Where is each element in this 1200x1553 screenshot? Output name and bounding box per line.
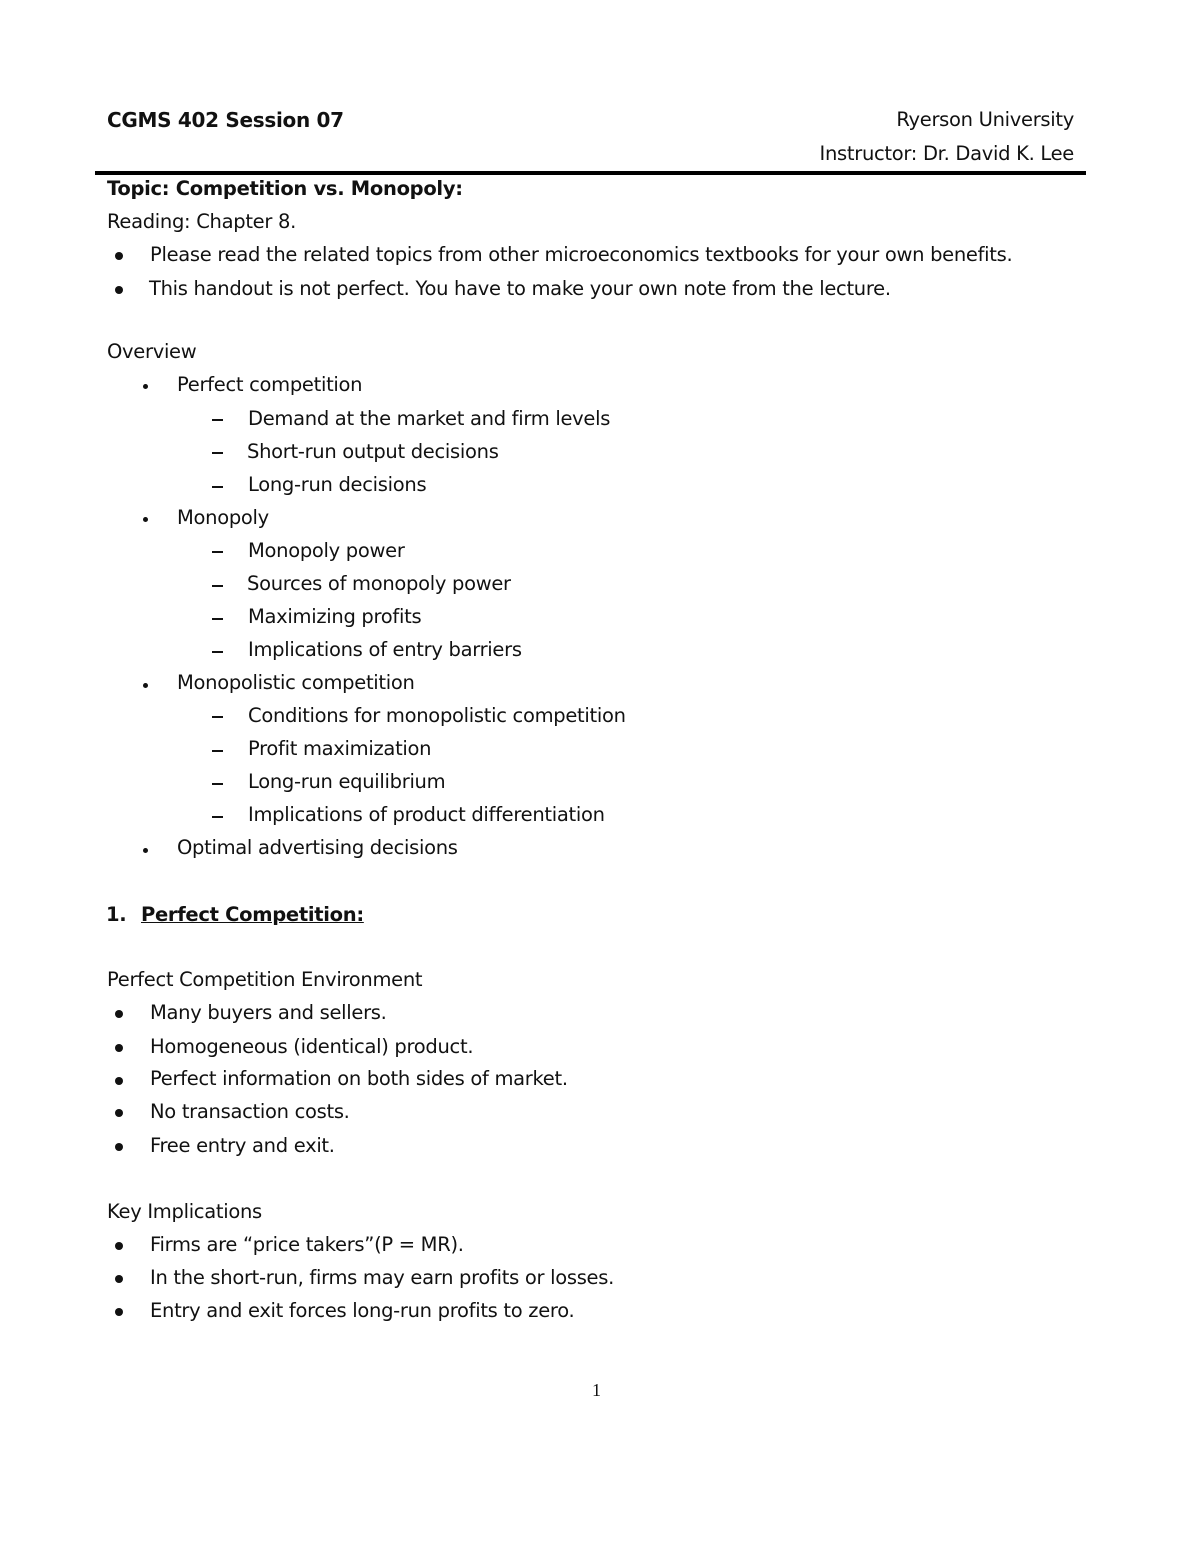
dash-icon bbox=[212, 618, 223, 620]
dash-icon bbox=[212, 452, 223, 454]
bullet-icon bbox=[115, 1242, 123, 1250]
implications-item: In the short-run, firms may earn profits or losses. bbox=[150, 1266, 615, 1289]
dash-icon bbox=[212, 551, 223, 553]
environment-item: Many buyers and sellers. bbox=[150, 1001, 387, 1024]
section-number: 1. bbox=[106, 903, 127, 926]
overview-item-advertising: Optimal advertising decisions bbox=[177, 836, 458, 859]
bullet-icon bbox=[143, 683, 148, 688]
bullet-icon bbox=[115, 286, 123, 294]
overview-subitem: Implications of entry barriers bbox=[248, 638, 522, 661]
overview-subitem: Conditions for monopolistic competition bbox=[248, 704, 626, 727]
implications-heading: Key Implications bbox=[107, 1200, 262, 1223]
section-title: Perfect Competition: bbox=[141, 903, 364, 926]
bullet-icon bbox=[115, 1143, 123, 1151]
bullet-icon bbox=[115, 1010, 123, 1018]
overview-subitem: Long-run decisions bbox=[248, 473, 427, 496]
course-session-title: CGMS 402 Session 07 bbox=[107, 108, 344, 132]
overview-subitem: Demand at the market and firm levels bbox=[248, 407, 611, 430]
environment-item: No transaction costs. bbox=[150, 1100, 350, 1123]
bullet-icon bbox=[143, 517, 148, 522]
reading-line: Reading: Chapter 8. bbox=[107, 210, 296, 233]
overview-subitem: Profit maximization bbox=[248, 737, 432, 760]
bullet-icon bbox=[143, 384, 148, 389]
bullet-icon bbox=[115, 1109, 123, 1117]
instructor-name: Instructor: Dr. David K. Lee bbox=[819, 142, 1074, 165]
implications-item: Firms are “price takers”(P = MR). bbox=[150, 1233, 464, 1256]
intro-bullet-1: Please read the related topics from other microeconomics textbooks for your own benefits. bbox=[150, 243, 1013, 266]
overview-subitem: Sources of monopoly power bbox=[247, 572, 511, 595]
dash-icon bbox=[212, 750, 223, 752]
bullet-icon bbox=[115, 1044, 123, 1052]
overview-item-monopoly: Monopoly bbox=[177, 506, 269, 529]
overview-subitem: Short-run output decisions bbox=[247, 440, 499, 463]
bullet-icon bbox=[115, 1308, 123, 1316]
dash-icon bbox=[212, 716, 223, 718]
dash-icon bbox=[212, 419, 223, 421]
overview-subitem: Monopoly power bbox=[248, 539, 405, 562]
dash-icon bbox=[212, 783, 223, 785]
environment-item: Homogeneous (identical) product. bbox=[150, 1035, 474, 1058]
page-number: 1 bbox=[592, 1380, 601, 1400]
university-name: Ryerson University bbox=[896, 108, 1074, 131]
dash-icon bbox=[212, 816, 223, 818]
overview-item-monopolistic-competition: Monopolistic competition bbox=[177, 671, 415, 694]
bullet-icon bbox=[143, 848, 148, 853]
overview-subitem: Maximizing profits bbox=[248, 605, 422, 628]
dash-icon bbox=[212, 486, 223, 488]
dash-icon bbox=[212, 651, 223, 653]
bullet-icon bbox=[115, 1275, 123, 1283]
environment-heading: Perfect Competition Environment bbox=[107, 968, 423, 991]
intro-bullet-2: This handout is not perfect. You have to make your own note from the lecture. bbox=[149, 277, 891, 300]
overview-subitem: Long-run equilibrium bbox=[248, 770, 446, 793]
environment-item: Free entry and exit. bbox=[150, 1134, 335, 1157]
environment-item: Perfect information on both sides of market. bbox=[150, 1067, 568, 1090]
header-rule bbox=[95, 171, 1086, 175]
overview-heading: Overview bbox=[107, 340, 197, 363]
overview-subitem: Implications of product differentiation bbox=[248, 803, 605, 826]
bullet-icon bbox=[115, 252, 123, 260]
dash-icon bbox=[212, 585, 223, 587]
topic-heading: Topic: Competition vs. Monopoly: bbox=[107, 177, 463, 200]
implications-item: Entry and exit forces long-run profits to zero. bbox=[150, 1299, 575, 1322]
overview-item-perfect-competition: Perfect competition bbox=[177, 373, 363, 396]
bullet-icon bbox=[115, 1077, 123, 1085]
